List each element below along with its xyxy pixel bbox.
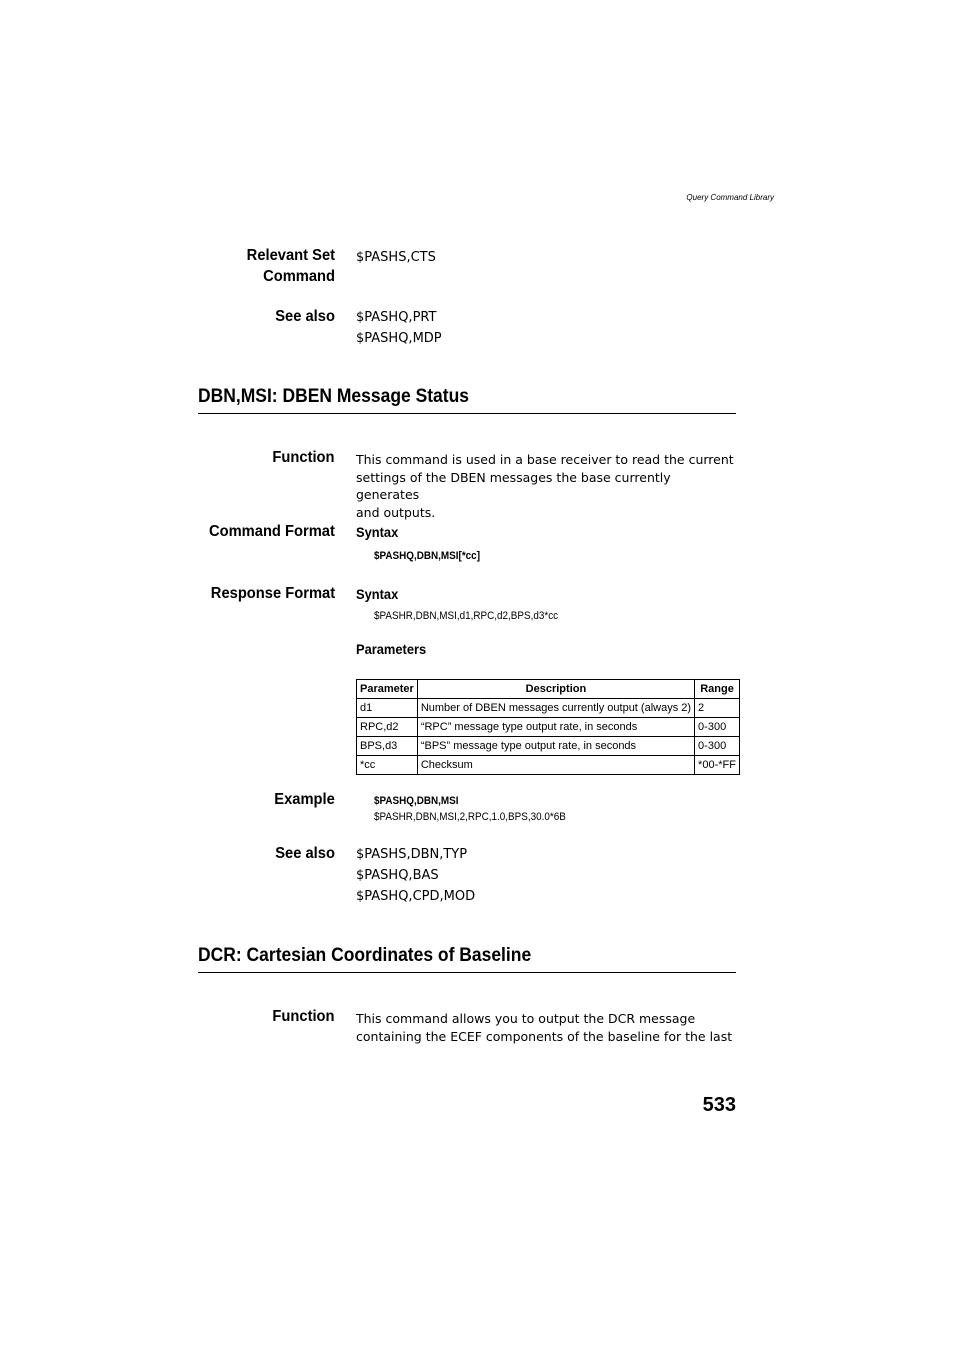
see-also-label: See also <box>275 308 335 325</box>
section-heading-dbn-msi <box>198 386 736 414</box>
see-also-list <box>356 307 442 349</box>
function-line: This command is used in a base receiver to read the current <box>356 452 734 467</box>
relevant-set-label-line: Relevant Set <box>246 247 335 264</box>
table-cell: “RPC” message type output rate, in seconds <box>417 718 694 737</box>
column-header: Range <box>695 680 740 699</box>
response-syntax: $PASHR,DBN,MSI,d1,RPC,d2,BPS,d3*cc <box>374 610 559 622</box>
table-cell: BPS,d3 <box>357 737 418 756</box>
example-query: $PASHQ,DBN,MSI <box>374 795 459 807</box>
see-also-item: $PASHQ,CPD,MOD <box>356 889 476 904</box>
command-format-label: Command Format <box>209 523 335 540</box>
function-description <box>356 451 736 521</box>
command-syntax-label: Syntax <box>356 524 399 540</box>
column-header: Description <box>417 680 694 699</box>
function-line: and outputs. <box>356 504 436 520</box>
table-cell: “BPS” message type output rate, in seconds <box>417 737 694 756</box>
see-also-item: $PASHS,DBN,TYP <box>356 847 468 862</box>
relevant-set-label <box>247 245 335 287</box>
parameters-table <box>356 679 740 775</box>
function-label: Function <box>272 1008 335 1025</box>
section-heading-text: DCR: Cartesian Coordinates of Baseline <box>198 945 532 966</box>
section-heading-text: DBN,MSI: DBEN Message Status <box>198 386 469 407</box>
see-also-item: $PASHQ,MDP <box>356 331 442 346</box>
table-cell: 2 <box>695 699 740 718</box>
example-response: $PASHR,DBN,MSI,2,RPC,1.0,BPS,30.0*6B <box>374 811 566 823</box>
table-cell: Number of DBEN messages currently output (always 2) <box>417 699 694 718</box>
table-cell: d1 <box>357 699 418 718</box>
response-syntax-label: Syntax <box>356 586 399 602</box>
table-header-row <box>357 680 740 699</box>
page-number: 533 <box>702 1094 736 1116</box>
command-syntax: $PASHQ,DBN,MSI[*cc] <box>374 550 480 562</box>
table-cell: *cc <box>357 756 418 775</box>
parameters-label: Parameters <box>356 641 427 657</box>
response-format-label: Response Format <box>210 585 335 602</box>
table-cell: 0-300 <box>695 737 740 756</box>
relevant-set-label-line: Command <box>263 268 335 285</box>
see-also-list <box>356 844 475 907</box>
function-label: Function <box>272 449 335 466</box>
table-row <box>357 699 740 718</box>
see-also-item: $PASHQ,PRT <box>356 310 437 325</box>
table-row <box>357 737 740 756</box>
table-cell: 0-300 <box>695 718 740 737</box>
function-description <box>356 1010 736 1045</box>
see-also-label: See also <box>275 845 335 862</box>
column-header: Parameter <box>357 680 418 699</box>
example-label: Example <box>274 791 335 808</box>
table-cell: RPC,d2 <box>357 718 418 737</box>
table-cell: Checksum <box>417 756 694 775</box>
function-line: This command allows you to output the DCR message <box>356 1011 696 1026</box>
function-line: settings of the DBEN messages the base currently generates <box>356 469 671 502</box>
table-row <box>357 756 740 775</box>
function-line: containing the ECEF components of the baseline for the last <box>356 1028 733 1044</box>
running-header: Query Command Library <box>686 193 774 202</box>
relevant-set-value: $PASHS,CTS <box>356 250 436 265</box>
table-cell: *00-*FF <box>695 756 740 775</box>
section-heading-dcr <box>198 945 736 973</box>
table-row <box>357 718 740 737</box>
see-also-item: $PASHQ,BAS <box>356 868 439 883</box>
